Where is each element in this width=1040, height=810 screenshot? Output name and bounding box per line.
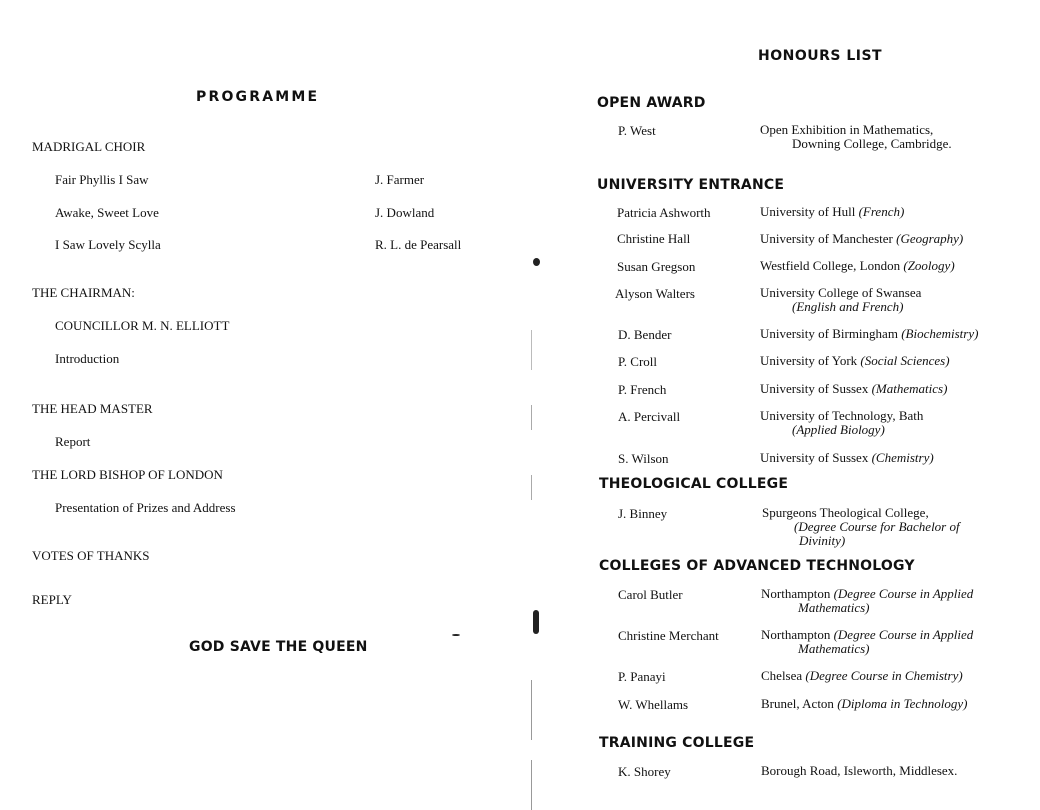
honour-award: University College of Swansea (English and French)	[760, 285, 922, 314]
honour-name: J. Binney	[618, 506, 668, 521]
honour-award: Spurgeons Theological College, (Degree Course for Bachelor of Divinity)	[762, 505, 960, 548]
scan-speck	[533, 610, 539, 634]
honour-award: Open Exhibition in Mathematics, Downing College, Cambridge.	[760, 122, 952, 151]
bishop-heading: THE LORD BISHOP OF LONDON	[32, 467, 223, 482]
honour-award: Northampton (Degree Course in Applied Mathematics)	[761, 586, 974, 615]
honour-name: Christine Hall	[617, 231, 691, 246]
honour-award: University of Birmingham (Biochemistry)	[760, 326, 979, 341]
scan-speck	[533, 258, 540, 266]
honour-award: Chelsea (Degree Course in Chemistry)	[761, 668, 963, 683]
honour-name: W. Whellams	[618, 697, 689, 712]
programme-item-title: I Saw Lovely Scylla	[55, 237, 161, 252]
section-heading-theological: THEOLOGICAL COLLEGE	[599, 476, 789, 492]
honour-name: S. Wilson	[618, 451, 669, 466]
chairman-name: COUNCILLOR M. N. ELLIOTT	[55, 318, 230, 333]
honour-name: P. Panayi	[618, 669, 666, 684]
honour-name: K. Shorey	[618, 764, 671, 779]
honours-title: HONOURS LIST	[758, 48, 883, 64]
honour-award: University of York (Social Sciences)	[760, 353, 950, 368]
reply: REPLY	[32, 592, 72, 607]
chairman-item: Introduction	[55, 351, 120, 366]
honour-award: University of Manchester (Geography)	[760, 231, 964, 246]
section-heading-training: TRAINING COLLEGE	[599, 735, 755, 751]
honour-award: University of Sussex (Chemistry)	[760, 450, 934, 465]
honour-name: P. Croll	[618, 354, 658, 369]
programme-item-title: Awake, Sweet Love	[55, 205, 159, 220]
programme-item-composer: J. Farmer	[375, 172, 425, 187]
programme-item-composer: R. L. de Pearsall	[375, 237, 462, 252]
honour-name: Alyson Walters	[615, 286, 695, 301]
chairman-heading: THE CHAIRMAN:	[32, 285, 135, 300]
honour-name: D. Bender	[618, 327, 672, 342]
headmaster-heading: THE HEAD MASTER	[32, 401, 153, 416]
section-heading-cat: COLLEGES OF ADVANCED TECHNOLOGY	[599, 558, 915, 574]
section-heading-university: UNIVERSITY ENTRANCE	[597, 177, 785, 193]
anthem: GOD SAVE THE QUEEN	[189, 639, 368, 655]
section-heading-open-award: OPEN AWARD	[597, 95, 706, 111]
page-fold-line	[531, 330, 532, 810]
honour-award: University of Technology, Bath (Applied Biology)	[760, 408, 924, 437]
honour-award: Westfield College, London (Zoology)	[760, 258, 955, 273]
honour-award: University of Hull (French)	[760, 204, 905, 219]
honour-name: A. Percivall	[618, 409, 681, 424]
programme-item-composer: J. Dowland	[375, 205, 435, 220]
honour-award: Borough Road, Isleworth, Middlesex.	[761, 763, 958, 778]
votes-of-thanks: VOTES OF THANKS	[32, 548, 150, 563]
honour-name: P. French	[618, 382, 667, 397]
programme-title: PROGRAMME	[196, 89, 320, 105]
honour-award: Northampton (Degree Course in Applied Mathematics)	[761, 627, 974, 656]
honour-name: Patricia Ashworth	[617, 205, 711, 220]
scan-speck	[452, 634, 460, 636]
honour-name: Carol Butler	[618, 587, 683, 602]
honour-award: Brunel, Acton (Diploma in Technology)	[761, 696, 968, 711]
honour-name: P. West	[618, 123, 656, 138]
headmaster-item: Report	[55, 434, 91, 449]
madrigal-heading: MADRIGAL CHOIR	[32, 139, 146, 154]
honour-name: Susan Gregson	[617, 259, 696, 274]
bishop-item: Presentation of Prizes and Address	[55, 500, 236, 515]
honour-name: Christine Merchant	[618, 628, 719, 643]
honour-award: University of Sussex (Mathematics)	[760, 381, 948, 396]
programme-item-title: Fair Phyllis I Saw	[55, 172, 149, 187]
